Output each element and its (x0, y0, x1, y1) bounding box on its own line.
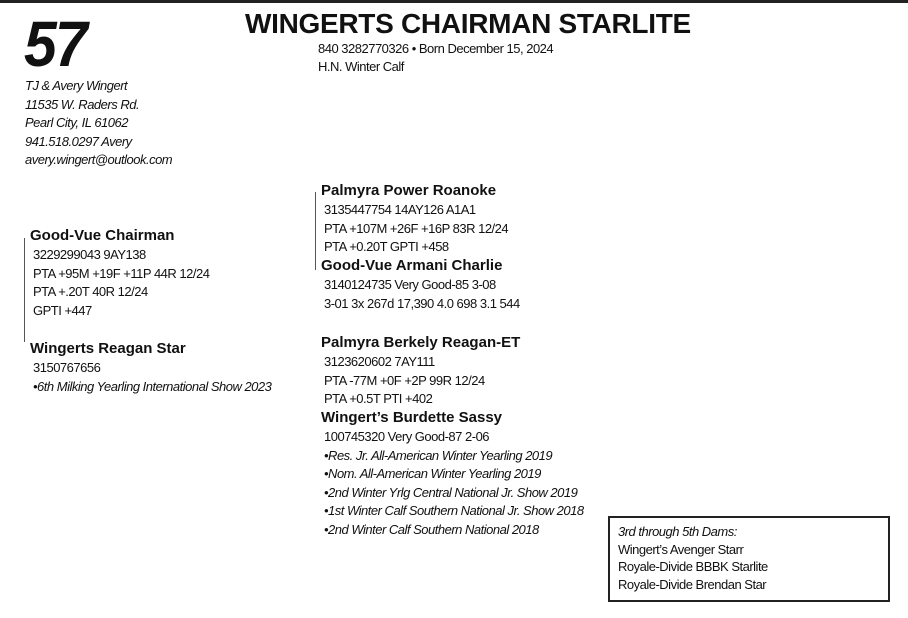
consignor-address: 11535 W. Raders Rd. (25, 96, 140, 112)
top-rule (0, 0, 908, 3)
dam-line: 3150767656 (33, 360, 101, 375)
consignor-city: Pearl City, IL 61062 (25, 115, 128, 130)
sire-dam-name: Good-Vue Armani Charlie (321, 257, 503, 274)
sire-block (30, 227, 209, 320)
sire-sire-name: Palmyra Power Roanoke (321, 182, 497, 199)
dam-dam-award: •Res. Jr. All-American Winter Yearling 2019 (324, 447, 553, 463)
sire-line: GPTI +447 (33, 302, 92, 318)
sire-line: 3229299043 9AY138 (33, 247, 146, 262)
sire-sire-block (321, 182, 508, 257)
dam-award: •6th Milking Yearling International Show 2023 (33, 378, 272, 394)
dam-sire-line: PTA -77M +0F +2P 99R 12/24 (324, 372, 485, 388)
further-dams-box (608, 516, 890, 602)
consignor-email: avery.wingert@outlook.com (25, 152, 173, 167)
sire-line: PTA +95M +19F +11P 44R 12/24 (33, 265, 210, 281)
lot-number: 57 (24, 8, 86, 80)
sire-sire-bracket (315, 192, 316, 270)
further-dams-header: 3rd through 5th Dams: (618, 524, 737, 539)
sire-line: PTA +.20T 40R 12/24 (33, 284, 148, 299)
sire-sire-line: 3135447754 14AY126 A1A1 (324, 202, 476, 217)
sire-dam-line: 3140124735 Very Good-85 3-08 (324, 277, 496, 292)
consignor-name: TJ & Avery Wingert (25, 78, 128, 93)
dam-dam-line: 100745320 Very Good-87 2-06 (324, 429, 490, 444)
consignor-phone: 941.518.0297 Avery (25, 133, 132, 149)
dam-dam-name: Wingert’s Burdette Sassy (321, 409, 503, 426)
further-dam-name: Royale-Divide Brendan Star (618, 576, 767, 592)
sire-dam-line: 3-01 3x 267d 17,390 4.0 698 3.1 544 (324, 295, 520, 311)
dam-dam-award: •Nom. All-American Winter Yearling 2019 (324, 466, 541, 481)
dam-block (30, 340, 271, 396)
dam-sire-line: 3123620602 7AY111 (324, 354, 435, 369)
sire-dam-block (321, 257, 520, 313)
further-dam-name: Wingert’s Avenger Starr (618, 541, 744, 557)
further-dam-name: Royale-Divide BBBK Starlite (618, 559, 768, 574)
sire-bracket (24, 238, 25, 342)
consignor-info (25, 77, 172, 170)
dam-dam-award: •1st Winter Calf Southern National Jr. Show 2018 (324, 503, 584, 518)
animal-registration (318, 40, 553, 76)
sire-sire-line: PTA +0.20T GPTI +458 (324, 239, 449, 254)
sire-sire-line: PTA +107M +26F +16P 83R 12/24 (324, 220, 509, 236)
reg-line: 840 3282770326 • Born December 15, 2024 (318, 41, 554, 56)
sire-name: Good-Vue Chairman (30, 227, 175, 244)
dam-sire-line: PTA +0.5T PTI +402 (324, 391, 433, 406)
dam-dam-block (321, 409, 584, 539)
dam-dam-award: •2nd Winter Yrlg Central National Jr. Show 2019 (324, 484, 578, 500)
class-line: H.N. Winter Calf (318, 59, 404, 74)
dam-sire-block (321, 334, 520, 409)
dam-name: Wingerts Reagan Star (30, 340, 186, 357)
dam-sire-name: Palmyra Berkely Reagan-ET (321, 334, 521, 351)
animal-name: WINGERTS CHAIRMAN STARLITE (245, 8, 691, 39)
dam-dam-award: •2nd Winter Calf Southern National 2018 (324, 521, 539, 537)
